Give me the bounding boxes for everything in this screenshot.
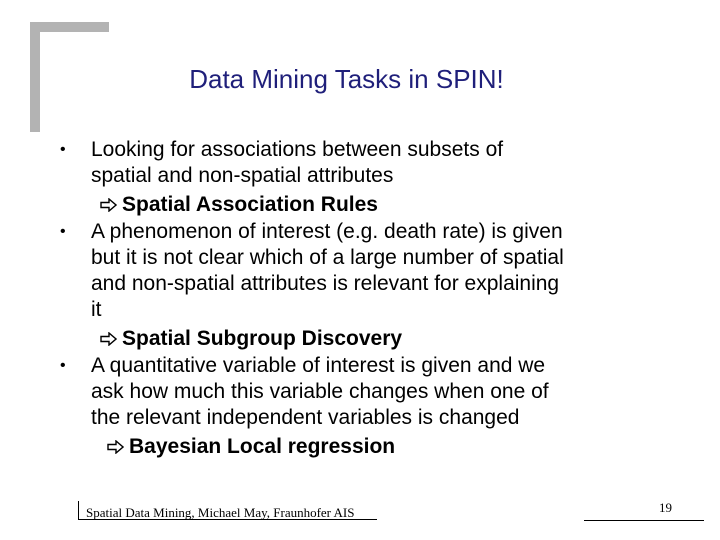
hollow-right-arrow-icon <box>100 198 117 212</box>
bullet-item <box>58 137 698 219</box>
page-number: 19 <box>659 500 672 515</box>
bullet-line: Looking for associations between subsets of <box>91 138 504 161</box>
bullet-line: the relevant independent variables is changed <box>91 406 520 429</box>
corner-accent-bar <box>30 22 109 32</box>
bullet-list <box>58 137 698 461</box>
bullet-line: and non-spatial attributes is relevant for explaining <box>91 272 560 295</box>
bullet-conclusion <box>100 325 698 353</box>
hollow-right-arrow-icon <box>100 332 117 346</box>
conclusion-text: Spatial Association Rules <box>122 193 378 216</box>
bullet-item <box>58 219 698 353</box>
footer <box>78 501 377 520</box>
bullet-line: spatial and non-spatial attributes <box>91 164 394 187</box>
bullet-line: ask how much this variable changes when one of <box>91 380 549 403</box>
bullet-conclusion <box>100 191 698 219</box>
bullet-dot: • <box>60 357 66 374</box>
conclusion-text: Bayesian Local regression <box>129 435 396 458</box>
bullet-item <box>58 353 698 461</box>
bullet-line: A quantitative variable of interest is given and we <box>91 354 546 377</box>
hollow-right-arrow-icon <box>107 440 124 454</box>
bullet-line: but it is not clear which of a large number of spatial <box>91 246 564 269</box>
bullet-conclusion <box>107 433 698 461</box>
slide-title: Data Mining Tasks in SPIN! <box>189 64 504 94</box>
bullet-line: it <box>91 298 102 321</box>
bullet-dot: • <box>60 141 66 158</box>
bullet-line: A phenomenon of interest (e.g. death rate) is given <box>91 220 563 243</box>
bullet-dot: • <box>60 223 66 240</box>
footer-text: Spatial Data Mining, Michael May, Fraunhofer AIS <box>86 505 355 520</box>
page-number-box <box>584 502 704 521</box>
conclusion-text: Spatial Subgroup Discovery <box>122 327 403 350</box>
